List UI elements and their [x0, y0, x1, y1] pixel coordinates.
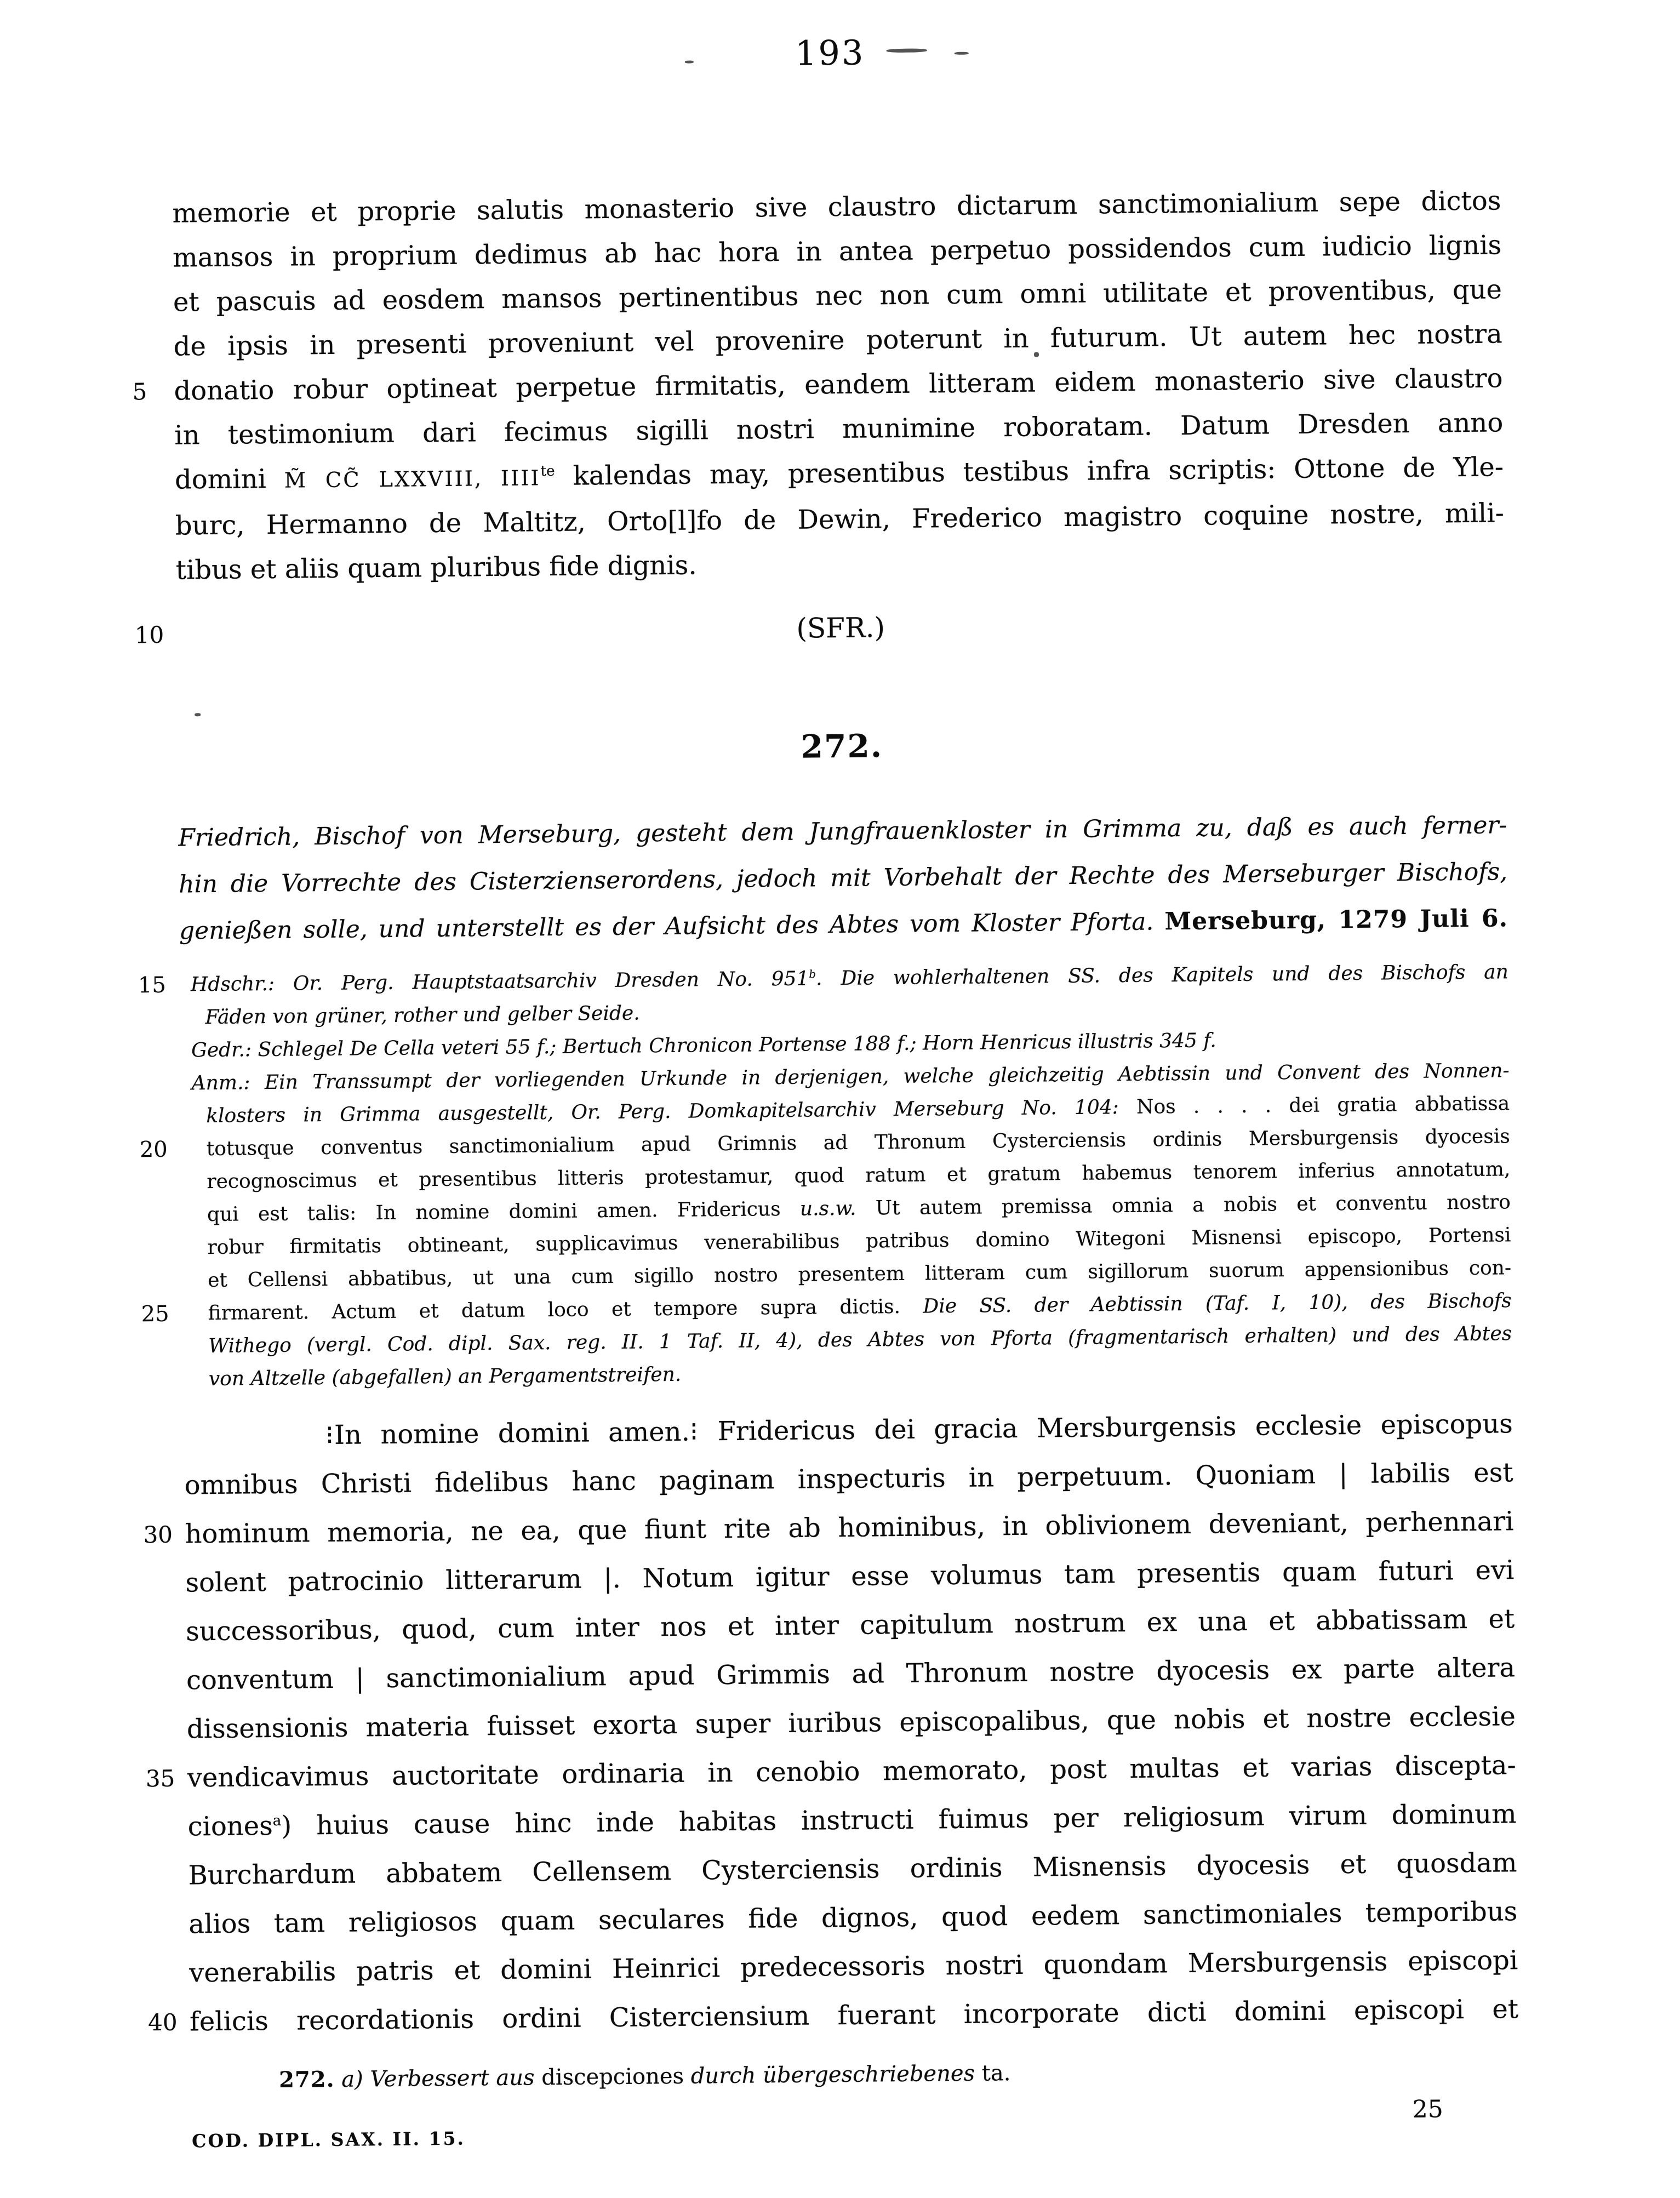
margin-line-number: 15: [138, 972, 167, 998]
line-text: Anm.: Ein Transsumpt der vorliegenden Urkunde in derjenigen, welche gleichzeitig Aebtissin und Convent des Nonnen-: [191, 1059, 1510, 1095]
line-text: von Altzelle (abgefallen) an Pergamentstreifen.: [208, 1363, 682, 1391]
text-column: [132, 179, 1519, 2046]
page-number: 193: [795, 32, 865, 73]
charter-272-text: [143, 1400, 1519, 2046]
line-text: kalendas may, presentibus testibus infra scriptis: Ottone de Yle-: [555, 452, 1504, 492]
line-text: alios tam religiosos quam seculares fide dignos, quod eedem sanctimoniales temporibus: [188, 1896, 1518, 1940]
line-text: conventum | sanctimonialium apud Grimmis ad Thronum nostre dyocesis ex parte altera: [186, 1652, 1516, 1696]
footnote-ref: a): [341, 2066, 363, 2092]
line-text: hominum memoria, ne ea, que fiunt rite ab hominibus, in oblivionem deveniant, perhennari: [185, 1506, 1514, 1550]
line-text: omnibus Christi fidelibus hanc paginam inspecturis in perpetuum. Quoniam | labilis est: [184, 1457, 1513, 1501]
line-text: Die SS. der Aebtissin (Taf. I, 10), des Bischofs: [923, 1289, 1512, 1318]
margin-line-number: 25: [141, 1301, 169, 1327]
line-text: in testimonium dari fecimus sigilli nostri munimine roboratam. Datum Dresden anno: [174, 407, 1504, 451]
elongata-mark: ⁝: [325, 1419, 335, 1451]
line-text: qui est talis: In nomine domini amen. Fridericus: [207, 1197, 801, 1226]
footnote-text: Verbessert aus: [370, 2065, 542, 2092]
line-text: mansos in proprium dedimus ab hac hora in antea perpetuo possidendos cum iudicio lignis: [172, 230, 1502, 273]
editorial-abbreviation: u.s.w.: [799, 1197, 856, 1220]
line-text: memorie et proprie salutis monasterio sive claustro dictarum sanctimonialium sepe dictos: [172, 185, 1501, 229]
charter-date: Merseburg, 1279 Juli 6.: [1164, 904, 1508, 936]
line-text: vendicavimus auctoritate ordinaria in cenobio memorato, post multas et varias discepta-: [187, 1750, 1516, 1794]
line-text: Fridericus dei gracia Mersburgensis ecclesie episcopus: [698, 1408, 1513, 1447]
margin-line-number: 5: [132, 378, 147, 406]
line-text: tibus et aliis quam pluribus fide dignis.: [175, 550, 697, 586]
footnote-charter-number: 272.: [278, 2066, 335, 2093]
line-text: robur firmitatis obtineant, supplicavimus venerabilibus patribus domino Witegoni Misnensi episcopo, Portensi: [207, 1224, 1511, 1259]
variant-reading: ta.: [981, 2060, 1011, 2086]
charter-heading: 272.: [801, 727, 883, 766]
margin-line-number: 40: [147, 2008, 178, 2036]
roman-numeral-date: M̃ CC̃ LXXVIII, IIII: [284, 466, 541, 493]
line-text: successoribus, quod, cum inter nos et inter capitulum nostrum ex una et abbatissam et: [186, 1603, 1515, 1647]
line-text: burc, Hermanno de Maltitz, Orto[l]fo de Dewin, Frederico magistro coquine nostre, mili-: [175, 498, 1505, 541]
variant-reading: discepciones: [541, 2063, 684, 2091]
line-text: domini: [174, 463, 285, 495]
margin-line-number: 20: [139, 1137, 168, 1163]
notary-mark-line: [134, 600, 1505, 656]
sheet-signature: 25: [1412, 2095, 1443, 2124]
line-text: firmarent. Actum et datum loco et tempore supra dictis.: [208, 1295, 923, 1325]
series-imprint: COD. DIPL. SAX. II. 15.: [192, 2127, 466, 2152]
margin-line-number: 30: [143, 1521, 173, 1549]
line-text: Friedrich, Bischof von Merseburg, gesteht dem Jungfrauenkloster in Grimma zu, daß es auch ferner-: [178, 811, 1507, 852]
line-text: Burchardum abbatem Cellensem Cysterciensis ordinis Misnensis dyocesis et quosdam: [188, 1847, 1517, 1891]
line-text: Fäden von grüner, rother und gelber Seide.: [205, 1002, 640, 1029]
line-text: ciones: [187, 1810, 273, 1842]
line-text: recognoscimus et presentibus litteris protestamur, quod ratum et gratum habemus tenorem inferius annotatum,: [207, 1158, 1511, 1194]
line-text: Gedr.: Schlegel De Cella veteri 55 f.; Bertuch Chronicon Portense 188 f.; Horn Henricus illustris 345 f.: [191, 1029, 1216, 1062]
line-text: hin die Vorrechte des Cisterzienserordens, jedoch mit Vorbehalt der Rechte des Merseburger Bischofs,: [178, 858, 1508, 899]
critical-footnote: [279, 2060, 1011, 2093]
line-text: klosters in Grimma ausgestellt, Or. Perg. Domkapitelsarchiv Merseburg No. 104:: [206, 1095, 1137, 1128]
line-text: Ut autem premissa omnia a nobis et conventu nostro: [856, 1191, 1511, 1220]
line-text: Hdschr.: Or. Perg. Hauptstaatsarchiv Dresden No. 951: [190, 967, 809, 996]
line-text: totusque conventus sanctimonialium apud Grimnis ad Thronum Cysterciensis ordinis Mersburgensis dyocesis: [206, 1125, 1510, 1161]
source-apparatus: [138, 956, 1512, 1396]
line-text: . Die wohlerhaltenen SS. des Kapitels und des Bischofs an: [815, 961, 1509, 990]
charter-271-continuation: [132, 179, 1505, 656]
line-text: donatio robur optineat perpetue firmitatis, eandem litteram eidem monasterio sive claustro: [174, 363, 1503, 407]
footnote-text: durch übergeschriebenes: [683, 2060, 982, 2089]
line-text: felicis recordationis ordini Cisterciensium fuerant incorporate dicti domini episcopi et: [189, 1994, 1519, 2037]
line-text: Withego (vergl. Cod. dipl. Sax. reg. II. 1 Taf. II, 4), des Abtes von Pforta (fragmentarisch erhalten) und des Abtes: [208, 1322, 1512, 1358]
margin-line-number: 10: [134, 621, 164, 649]
margin-line-number: 35: [145, 1765, 175, 1792]
footnote-reference: a: [272, 1812, 282, 1829]
line-text: genießen solle, und unterstellt es der Aufsicht des Abtes vom Kloster Pforta.: [179, 907, 1165, 945]
line-text: ) huius cause hinc inde habitas instructi fuimus per religiosum virum dominum: [281, 1799, 1517, 1841]
line-text: venerabilis patris et domini Heinrici predecessoris nostri quondam Mersburgensis episcopi: [188, 1945, 1518, 1989]
scan-artifact: [685, 60, 694, 63]
line-text: et Cellensi abbatibus, ut una cum sigillo nostro presentem litteram cum sigillorum suorum appensionibus con-: [207, 1257, 1512, 1292]
quoted-latin: Nos . . . . dei gratia abbatissa: [1136, 1092, 1510, 1118]
line-text: dissensionis materia fuisset exorta super iuribus episcopalibus, que nobis et nostre ecclesie: [186, 1701, 1516, 1745]
notary-mark: (SFR.): [796, 612, 885, 644]
line-text: solent patrocinio litterarum |. Notum igitur esse volumus tam presentis quam futuri evi: [185, 1555, 1515, 1598]
elongata-mark: ⁝: [689, 1416, 699, 1447]
superscript: te: [540, 462, 555, 480]
line-text: et pascuis ad eosdem mansos pertinentibus nec non cum omni utilitate et proventibus, que: [173, 274, 1502, 318]
line-text: de ipsis in presenti proveniunt vel provenire poterunt in futurum. Ut autem hec nostra: [173, 318, 1502, 362]
scan-artifact: [955, 52, 969, 55]
line-text: In nomine domini amen.: [334, 1416, 690, 1451]
superscript: b: [809, 968, 816, 981]
charter-summary: [178, 802, 1508, 954]
